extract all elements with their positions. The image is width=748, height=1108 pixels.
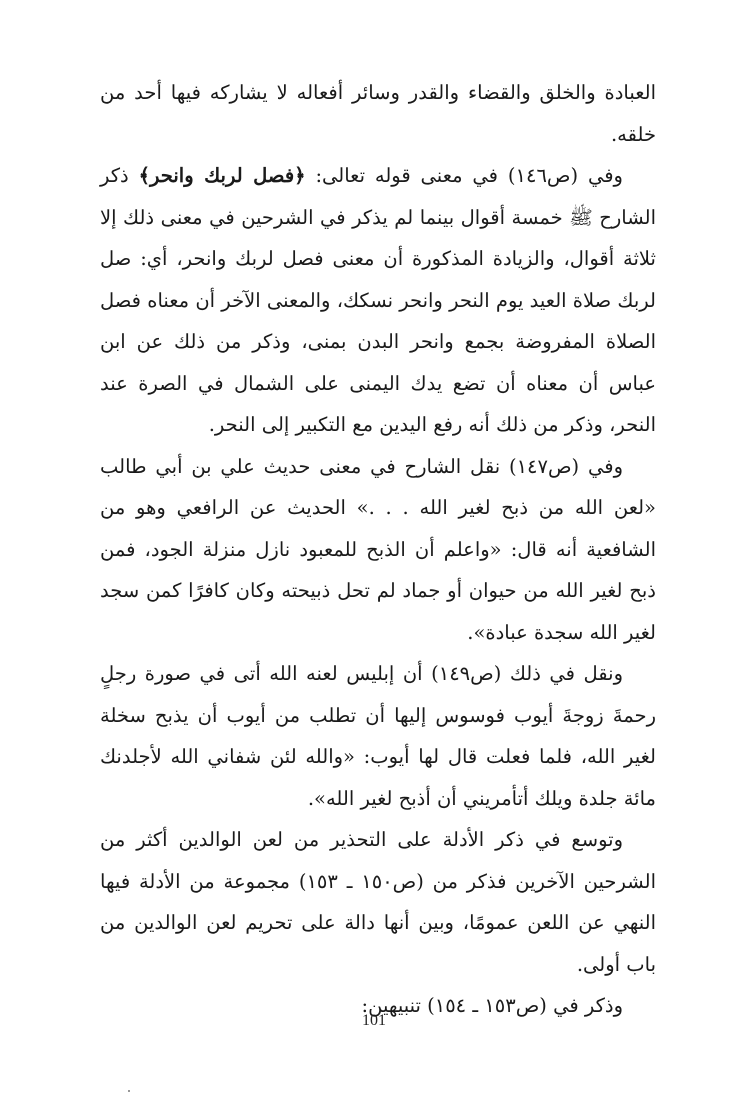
paragraph-1-text: العبادة والخلق والقضاء والقدر وسائر أفعاله لا يشاركه فيها أحد من خلقه. xyxy=(100,81,656,146)
paragraph-5 xyxy=(100,819,656,985)
paragraph-4 xyxy=(100,653,656,819)
paragraph-6-text: وذكر في (ص١٥٣ ـ ١٥٤) تنبيهين: xyxy=(361,994,623,1017)
paragraph-5-text: وتوسع في ذكر الأدلة على التحذير من لعن الوالدين أكثر من الشرحين الآخرين فذكر من (ص١٥٠ ـ ١٥٣) مجموعة من الأدلة فيها النهي عن اللعن عمومًا، وبين أنها دالة على تحريم لعن الوالدين من باب أولى. xyxy=(100,828,656,976)
body-text xyxy=(100,72,656,1027)
paragraph-1 xyxy=(100,72,656,155)
paragraph-4-text: ونقل في ذلك (ص١٤٩) أن إبليس لعنه الله أتى في صورة رجلٍ رحمةَ زوجةَ أيوب فوسوس إليها أن تطلب من أيوب أن يذبح سخلة لغير الله، فلما فعلت قال لها أيوب: «والله لئن شفاني الله لأجلدنك مائة جلدة ويلك أتأمريني أن أذبح لغير الله». xyxy=(100,662,656,810)
paragraph-2-text-b: ذكر الشارح ﷺ خمسة أقوال بينما لم يذكر في الشرحين في معنى ذلك إلا ثلاثة أقوال، والزيادة المذكورة أن معنى فصل لربك وانحر، أي: صل لربك صلاة العيد يوم النحر وانحر نسكك، والمعنى الآخر أن معناه فصل الصلاة المفروضة بجمع وانحر البدن بمنى، وذكر من ذلك عن ابن عباس أن معناه أن تضع يدك اليمنى على الشمال في الصرة عند النحر، وذكر من ذلك أنه رفع اليدين مع التكبير إلى النحر. xyxy=(100,164,656,436)
scan-speck xyxy=(128,1090,130,1092)
paragraph-2-text-a: وفي (ص١٤٦) في معنى قوله تعالى: xyxy=(305,164,623,187)
paragraph-2 xyxy=(100,155,656,446)
page-number: 101 xyxy=(362,1012,386,1029)
quran-verse: ﴿فصل لربك وانحر﴾ xyxy=(138,164,306,187)
paragraph-3 xyxy=(100,446,656,654)
paragraph-3-text: وفي (ص١٤٧) نقل الشارح في معنى حديث علي بن أبي طالب «لعن الله من ذبح لغير الله . . .» الحديث عن الرافعي وهو من الشافعية أنه قال: «واعلم أن الذبح للمعبود نازل منزلة الجود، فمن ذبح لغير الله من حيوان أو جماد لم تحل ذبيحته وكان كافرًا كمن سجد لغير الله سجدة عبادة». xyxy=(100,454,656,644)
